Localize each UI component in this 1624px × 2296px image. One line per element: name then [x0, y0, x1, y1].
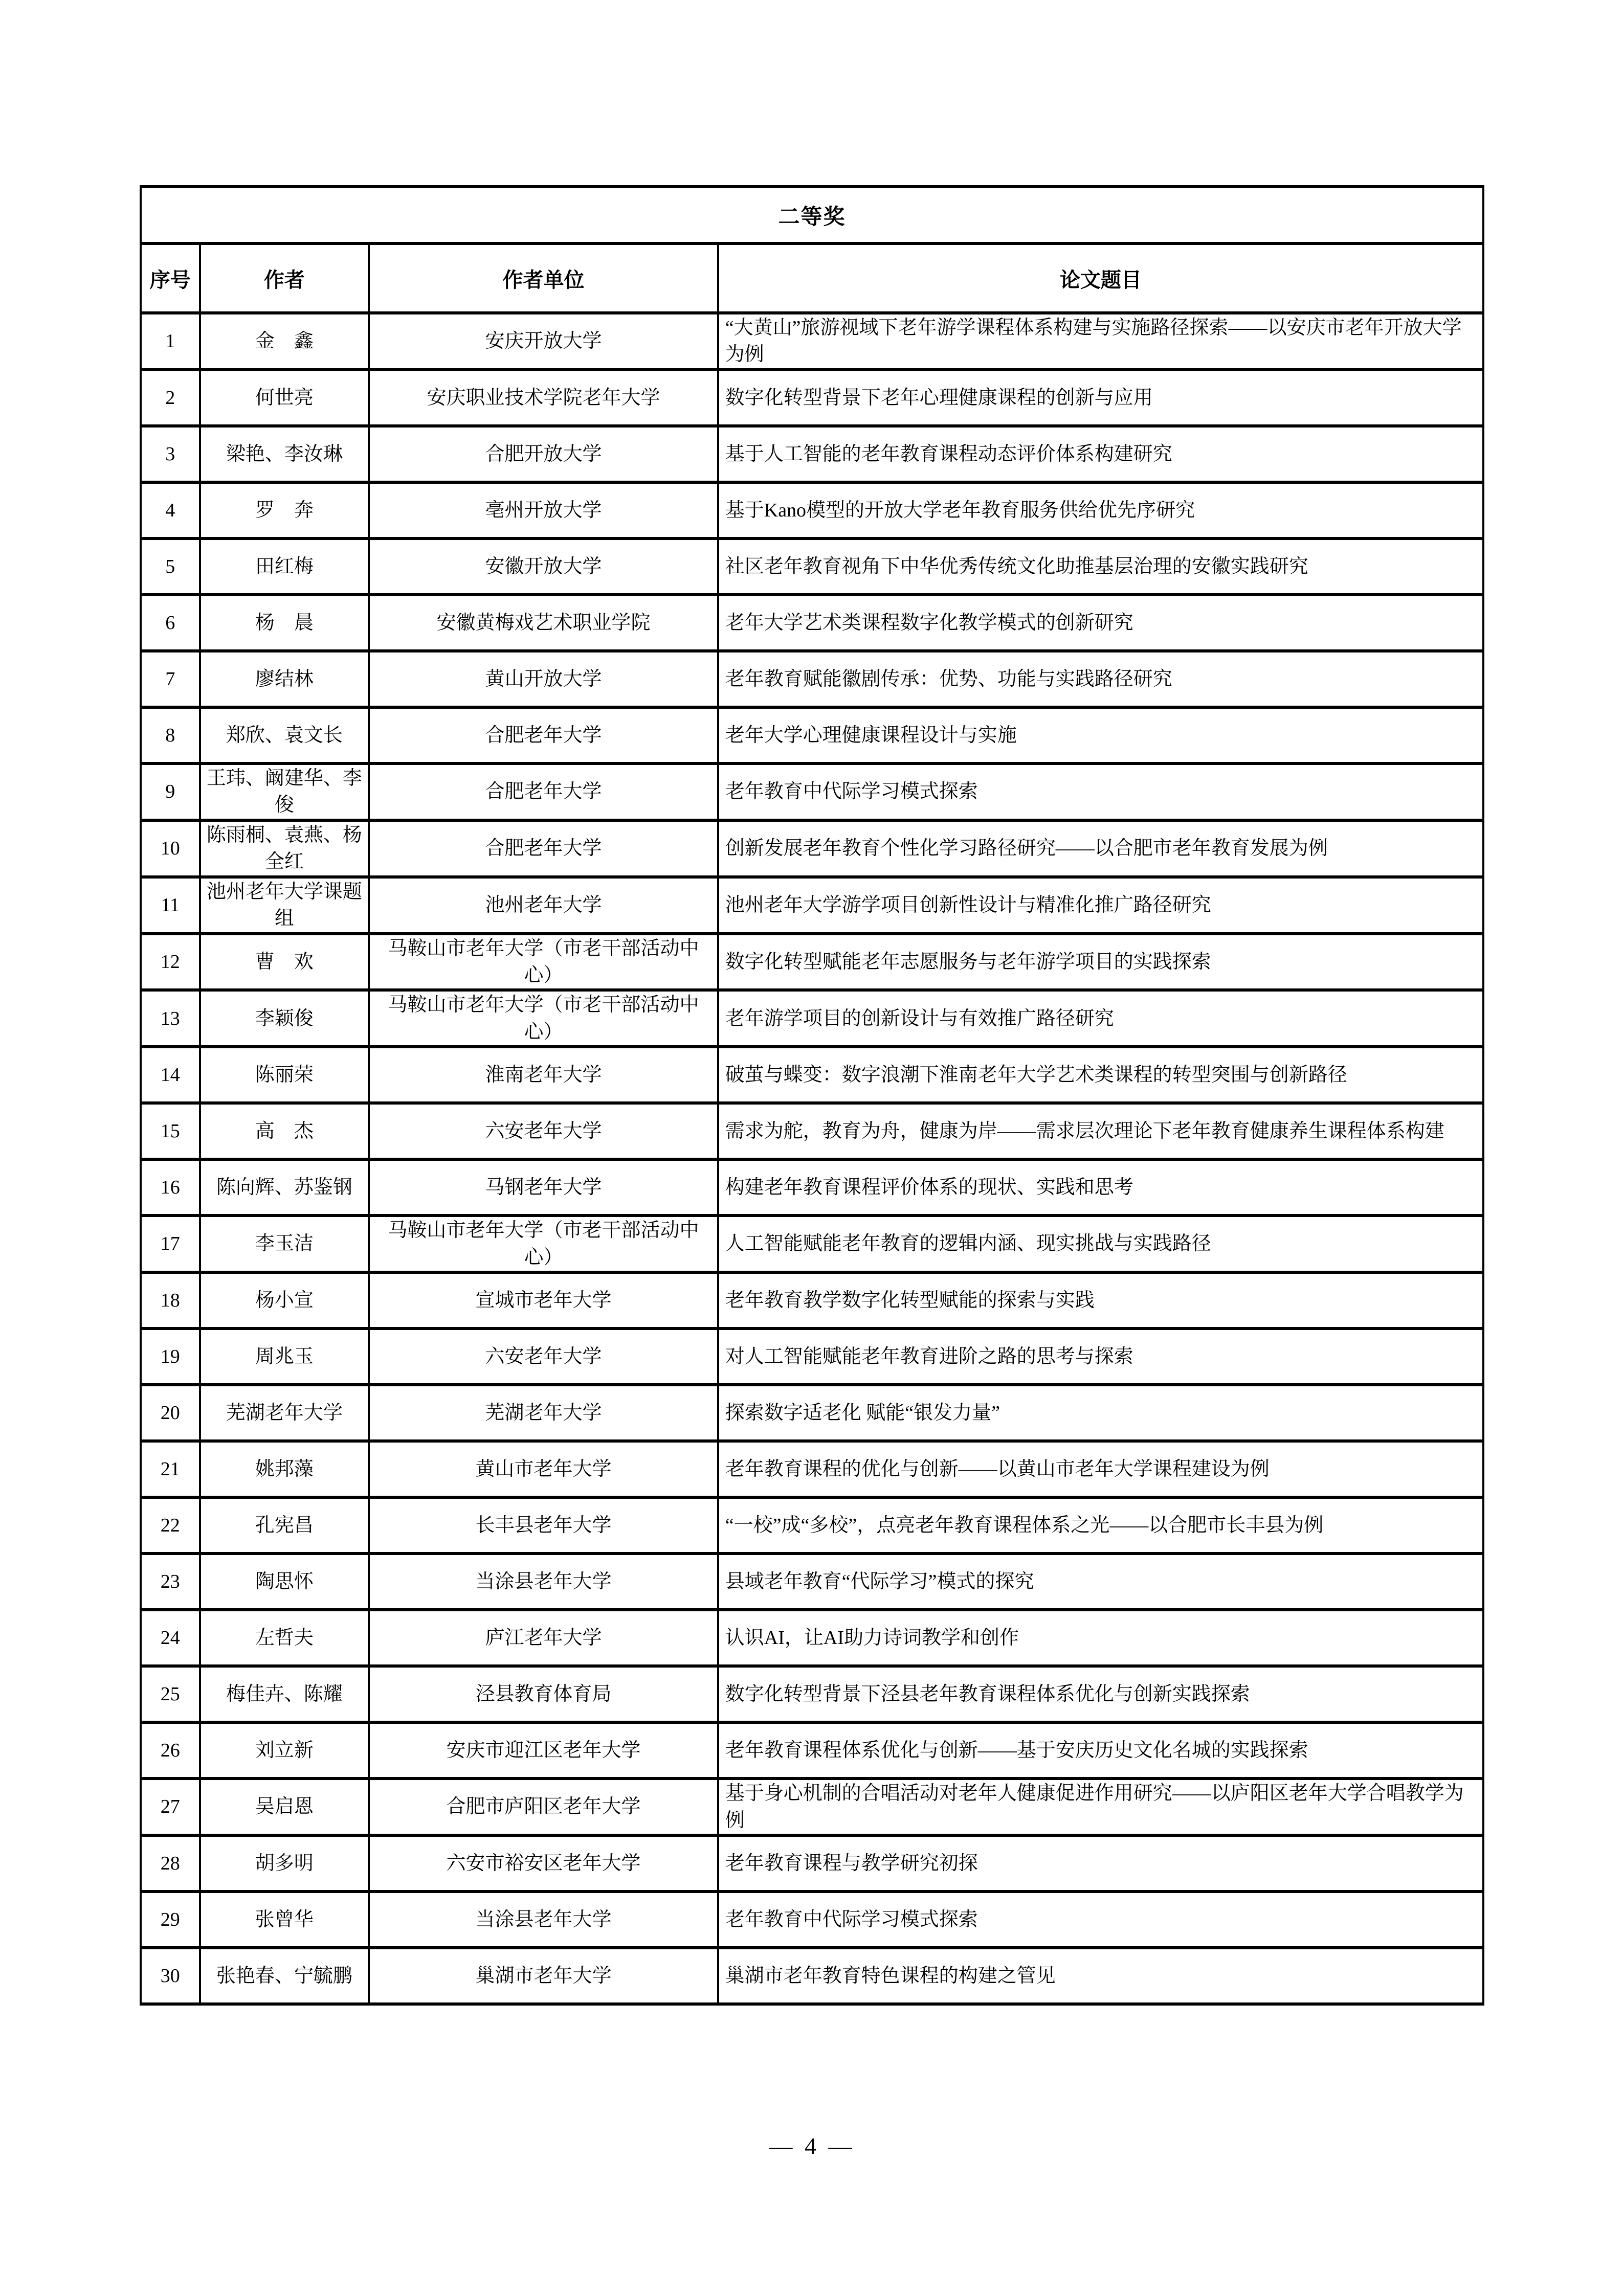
cell-serial-number: 20: [141, 1385, 200, 1441]
cell-author: 田红梅: [200, 538, 369, 595]
cell-paper-title: 创新发展老年教育个性化学习路径研究——以合肥市老年教育发展为例: [718, 820, 1483, 877]
table-row: [141, 1554, 1483, 1610]
cell-serial-number: 13: [141, 990, 200, 1047]
table-row: [141, 482, 1483, 538]
cell-author: 池州老年大学课题组: [200, 877, 369, 934]
cell-paper-title: “大黄山”旅游视域下老年游学课程体系构建与实施路径探索——以安庆市老年开放大学为例: [718, 313, 1483, 370]
cell-paper-title: 数字化转型赋能老年志愿服务与老年游学项目的实践探索: [718, 934, 1483, 991]
cell-serial-number: 4: [141, 482, 200, 538]
table-row: [141, 651, 1483, 707]
cell-paper-title: 老年教育赋能徽剧传承：优势、功能与实践路径研究: [718, 651, 1483, 707]
table-row: [141, 426, 1483, 482]
cell-author: 高 杰: [200, 1103, 369, 1159]
table-row: [141, 990, 1483, 1047]
cell-serial-number: 30: [141, 1948, 200, 2004]
cell-serial-number: 21: [141, 1441, 200, 1497]
cell-author: 罗 奔: [200, 482, 369, 538]
cell-serial-number: 6: [141, 595, 200, 651]
cell-paper-title: 需求为舵，教育为舟，健康为岸——需求层次理论下老年教育健康养生课程体系构建: [718, 1103, 1483, 1159]
cell-serial-number: 2: [141, 370, 200, 426]
cell-author-unit: 安徽开放大学: [369, 538, 718, 595]
cell-author-unit: 马鞍山市老年大学（市老干部活动中心）: [369, 934, 718, 991]
cell-author-unit: 马钢老年大学: [369, 1159, 718, 1215]
column-header-no: 序号: [141, 243, 200, 313]
cell-author: 张曾华: [200, 1892, 369, 1948]
cell-author: 杨小宣: [200, 1272, 369, 1329]
cell-author: 胡多明: [200, 1835, 369, 1892]
table-row: [141, 1497, 1483, 1554]
cell-paper-title: 基于Kano模型的开放大学老年教育服务供给优先序研究: [718, 482, 1483, 538]
cell-serial-number: 9: [141, 763, 200, 820]
award-table-wrap: [140, 185, 1484, 2006]
cell-author: 李玉洁: [200, 1215, 369, 1272]
cell-author-unit: 六安老年大学: [369, 1329, 718, 1385]
cell-author-unit: 马鞍山市老年大学（市老干部活动中心）: [369, 990, 718, 1047]
cell-paper-title: 老年教育中代际学习模式探索: [718, 1892, 1483, 1948]
cell-author: 刘立新: [200, 1722, 369, 1779]
cell-author: 金 鑫: [200, 313, 369, 370]
award-section-title: 二等奖: [141, 187, 1483, 243]
cell-author-unit: 长丰县老年大学: [369, 1497, 718, 1554]
cell-serial-number: 10: [141, 820, 200, 877]
cell-serial-number: 24: [141, 1610, 200, 1666]
cell-author: 周兆玉: [200, 1329, 369, 1385]
table-row: [141, 1441, 1483, 1497]
cell-author: 陈向辉、苏鉴钢: [200, 1159, 369, 1215]
cell-serial-number: 3: [141, 426, 200, 482]
cell-author-unit: 庐江老年大学: [369, 1610, 718, 1666]
table-row: [141, 1329, 1483, 1385]
cell-serial-number: 8: [141, 707, 200, 763]
cell-author: 杨 晨: [200, 595, 369, 651]
cell-author: 吴启恩: [200, 1779, 369, 1835]
cell-paper-title: 社区老年教育视角下中华优秀传统文化助推基层治理的安徽实践研究: [718, 538, 1483, 595]
cell-paper-title: “一校”成“多校”，点亮老年教育课程体系之光——以合肥市长丰县为例: [718, 1497, 1483, 1554]
cell-paper-title: 老年教育课程与教学研究初探: [718, 1835, 1483, 1892]
cell-serial-number: 23: [141, 1554, 200, 1610]
cell-author-unit: 安徽黄梅戏艺术职业学院: [369, 595, 718, 651]
cell-author: 曹 欢: [200, 934, 369, 991]
cell-serial-number: 22: [141, 1497, 200, 1554]
cell-paper-title: 老年游学项目的创新设计与有效推广路径研究: [718, 990, 1483, 1047]
cell-author-unit: 六安老年大学: [369, 1103, 718, 1159]
table-row: [141, 1159, 1483, 1215]
table-row: [141, 1272, 1483, 1329]
table-row: [141, 707, 1483, 763]
cell-author-unit: 合肥市庐阳区老年大学: [369, 1779, 718, 1835]
award-section-title-row: [141, 187, 1483, 243]
cell-paper-title: 构建老年教育课程评价体系的现状、实践和思考: [718, 1159, 1483, 1215]
cell-paper-title: 破茧与蝶变：数字浪潮下淮南老年大学艺术类课程的转型突围与创新路径: [718, 1047, 1483, 1103]
cell-author: 梁艳、李汝琳: [200, 426, 369, 482]
cell-serial-number: 7: [141, 651, 200, 707]
table-row: [141, 370, 1483, 426]
cell-serial-number: 12: [141, 934, 200, 991]
cell-author: 郑欣、袁文长: [200, 707, 369, 763]
table-row: [141, 1835, 1483, 1892]
cell-author-unit: 合肥老年大学: [369, 707, 718, 763]
cell-author-unit: 当涂县老年大学: [369, 1892, 718, 1948]
cell-author: 廖结林: [200, 651, 369, 707]
cell-serial-number: 29: [141, 1892, 200, 1948]
cell-author: 梅佳卉、陈耀: [200, 1666, 369, 1722]
cell-author: 芜湖老年大学: [200, 1385, 369, 1441]
cell-author-unit: 池州老年大学: [369, 877, 718, 934]
table-row: [141, 1892, 1483, 1948]
cell-paper-title: 老年教育教学数字化转型赋能的探索与实践: [718, 1272, 1483, 1329]
cell-author: 张艳春、宁毓鹏: [200, 1948, 369, 2004]
table-row: [141, 1610, 1483, 1666]
cell-paper-title: 老年教育课程体系优化与创新——基于安庆历史文化名城的实践探索: [718, 1722, 1483, 1779]
cell-serial-number: 1: [141, 313, 200, 370]
cell-author: 陈丽荣: [200, 1047, 369, 1103]
cell-author: 陈雨桐、袁燕、杨全红: [200, 820, 369, 877]
cell-serial-number: 27: [141, 1779, 200, 1835]
table-row: [141, 1103, 1483, 1159]
cell-serial-number: 19: [141, 1329, 200, 1385]
cell-serial-number: 28: [141, 1835, 200, 1892]
cell-paper-title: 数字化转型背景下泾县老年教育课程体系优化与创新实践探索: [718, 1666, 1483, 1722]
cell-paper-title: 基于身心机制的合唱活动对老年人健康促进作用研究——以庐阳区老年大学合唱教学为例: [718, 1779, 1483, 1835]
cell-serial-number: 26: [141, 1722, 200, 1779]
cell-serial-number: 11: [141, 877, 200, 934]
cell-author-unit: 淮南老年大学: [369, 1047, 718, 1103]
column-header-author: 作者: [200, 243, 369, 313]
table-header-row: [141, 243, 1483, 313]
cell-author-unit: 亳州开放大学: [369, 482, 718, 538]
table-row: [141, 1666, 1483, 1722]
table-row: [141, 595, 1483, 651]
table-row: [141, 1779, 1483, 1835]
cell-author: 何世亮: [200, 370, 369, 426]
cell-author-unit: 马鞍山市老年大学（市老干部活动中心）: [369, 1215, 718, 1272]
cell-author-unit: 巢湖市老年大学: [369, 1948, 718, 2004]
cell-author-unit: 六安市裕安区老年大学: [369, 1835, 718, 1892]
cell-paper-title: 县域老年教育“代际学习”模式的探究: [718, 1554, 1483, 1610]
table-row: [141, 1215, 1483, 1272]
cell-author-unit: 安庆市迎江区老年大学: [369, 1722, 718, 1779]
table-row: [141, 934, 1483, 991]
column-header-title: 论文题目: [718, 243, 1483, 313]
cell-paper-title: 数字化转型背景下老年心理健康课程的创新与应用: [718, 370, 1483, 426]
cell-serial-number: 25: [141, 1666, 200, 1722]
table-row: [141, 763, 1483, 820]
cell-paper-title: 老年教育课程的优化与创新——以黄山市老年大学课程建设为例: [718, 1441, 1483, 1497]
cell-author: 孔宪昌: [200, 1497, 369, 1554]
cell-author-unit: 合肥老年大学: [369, 820, 718, 877]
cell-serial-number: 18: [141, 1272, 200, 1329]
cell-serial-number: 15: [141, 1103, 200, 1159]
cell-author-unit: 黄山开放大学: [369, 651, 718, 707]
cell-author-unit: 泾县教育体育局: [369, 1666, 718, 1722]
cell-paper-title: 池州老年大学游学项目创新性设计与精准化推广路径研究: [718, 877, 1483, 934]
cell-paper-title: 老年教育中代际学习模式探索: [718, 763, 1483, 820]
cell-serial-number: 5: [141, 538, 200, 595]
cell-author-unit: 安庆开放大学: [369, 313, 718, 370]
cell-paper-title: 老年大学艺术类课程数字化教学模式的创新研究: [718, 595, 1483, 651]
table-row: [141, 1385, 1483, 1441]
cell-paper-title: 对人工智能赋能老年教育进阶之路的思考与探索: [718, 1329, 1483, 1385]
cell-author-unit: 合肥老年大学: [369, 763, 718, 820]
cell-paper-title: 老年大学心理健康课程设计与实施: [718, 707, 1483, 763]
table-row: [141, 1047, 1483, 1103]
cell-paper-title: 基于人工智能的老年教育课程动态评价体系构建研究: [718, 426, 1483, 482]
cell-author: 李颖俊: [200, 990, 369, 1047]
cell-paper-title: 巢湖市老年教育特色课程的构建之管见: [718, 1948, 1483, 2004]
table-row: [141, 313, 1483, 370]
table-row: [141, 1722, 1483, 1779]
cell-serial-number: 14: [141, 1047, 200, 1103]
cell-serial-number: 17: [141, 1215, 200, 1272]
cell-author-unit: 安庆职业技术学院老年大学: [369, 370, 718, 426]
cell-author: 陶思怀: [200, 1554, 369, 1610]
cell-author-unit: 合肥开放大学: [369, 426, 718, 482]
award-table: [140, 185, 1484, 2006]
cell-paper-title: 认识AI，让AI助力诗词教学和创作: [718, 1610, 1483, 1666]
cell-author-unit: 当涂县老年大学: [369, 1554, 718, 1610]
cell-author: 左哲夫: [200, 1610, 369, 1666]
table-body: [141, 313, 1483, 2004]
table-row: [141, 1948, 1483, 2004]
cell-author: 王玮、阚建华、李俊: [200, 763, 369, 820]
table-row: [141, 877, 1483, 934]
table-row: [141, 538, 1483, 595]
page-number: — 4 —: [769, 2133, 855, 2159]
cell-author: 姚邦藻: [200, 1441, 369, 1497]
cell-author-unit: 芜湖老年大学: [369, 1385, 718, 1441]
cell-author-unit: 黄山市老年大学: [369, 1441, 718, 1497]
cell-paper-title: 人工智能赋能老年教育的逻辑内涵、现实挑战与实践路径: [718, 1215, 1483, 1272]
cell-author-unit: 宣城市老年大学: [369, 1272, 718, 1329]
column-header-unit: 作者单位: [369, 243, 718, 313]
table-row: [141, 820, 1483, 877]
cell-paper-title: 探索数字适老化 赋能“银发力量”: [718, 1385, 1483, 1441]
cell-serial-number: 16: [141, 1159, 200, 1215]
